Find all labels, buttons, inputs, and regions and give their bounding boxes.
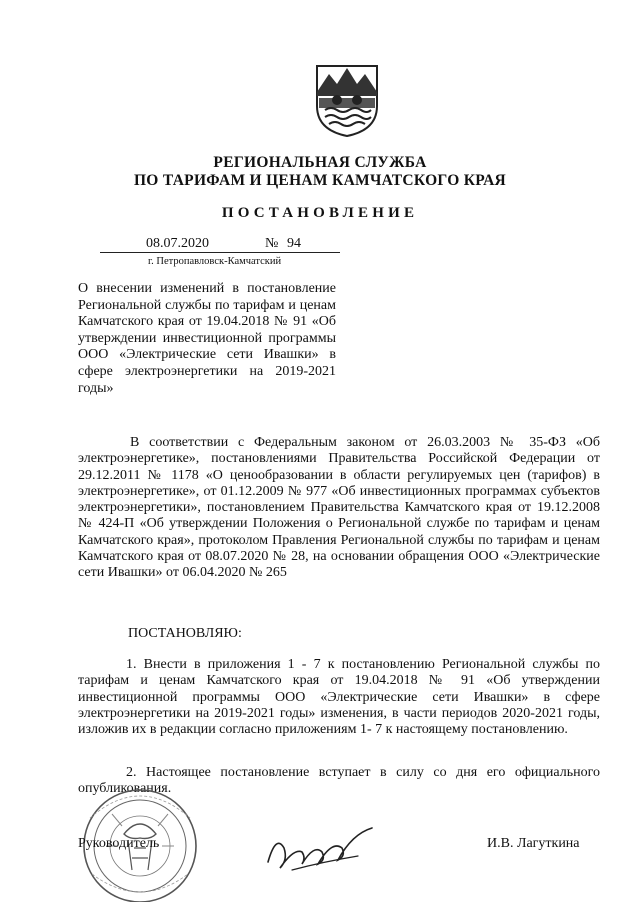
- document-title: ПОСТАНОВЛЕНИЕ: [221, 205, 419, 221]
- signatory-position: Руководитель: [78, 836, 160, 851]
- preamble-paragraph: В соответствии с Федеральным законом от 26.03.2003 № 35-ФЗ «Об электроэнергетике», постановлениями Правительства Российской Федерации от 29.12.2011 № 1178 «О ценообразовании в области регулируемых цен (тарифов) в электроэнергетике», от 01.12.2009 № 977 «Об инвестиционных программах субъектов электроэнергетики», постановлением Правительства Камчатского края от 19.12.2008 № 424-П «Об утверждении Положения о Региональной службе по тарифам и ценам Камчатского края», протоколом Правления Региональной службы по тарифам и ценам Камчатского края от 08.07.2020 № 28, на основании обращения ООО «Электрические сети Ивашки» от 06.04.2020 № 265: [78, 435, 600, 581]
- handwritten-signature-icon: [262, 818, 382, 878]
- organization-name-line1: РЕГИОНАЛЬНАЯ СЛУЖБА: [213, 154, 427, 171]
- document-number: 94: [287, 236, 301, 251]
- document-subject: О внесении изменений в постановление Региональной службы по тарифам и ценам Камчатского края от 19.04.2018 № 91 «Об утверждении инвестиционной программы ООО «Электрические сети Ивашки» в сфере электроэнергетики на 2019-2021 годы»: [78, 281, 336, 396]
- coat-of-arms-icon: [313, 62, 381, 138]
- resolution-item-2: 2. Настоящее постановление вступает в силу со дня его официального опубликования.: [78, 765, 600, 797]
- number-sign: №: [265, 236, 279, 251]
- resolution-item-1: 1. Внести в приложения 1 - 7 к постановлению Региональной службы по тарифам и ценам Камчатского края от 19.04.2018 № 91 «Об утверждении инвестиционной программы ООО «Электрические сети Ивашки» в сфере электроэнергетики на 2019-2021 годы» изменения, в части периодов 2020-2021 годы, изложив их в редакции согласно приложениям 1- 7 к настоящему постановлению.: [78, 657, 600, 738]
- document-date: 08.07.2020: [146, 236, 209, 251]
- signatory-name: И.В. Лагуткина: [487, 836, 580, 851]
- date-number-underline: [100, 252, 340, 253]
- document-place: г. Петропавловск-Камчатский: [148, 256, 282, 267]
- resolve-heading: ПОСТАНОВЛЯЮ:: [128, 626, 242, 641]
- organization-name-line2: ПО ТАРИФАМ И ЦЕНАМ КАМЧАТСКОГО КРАЯ: [133, 172, 507, 189]
